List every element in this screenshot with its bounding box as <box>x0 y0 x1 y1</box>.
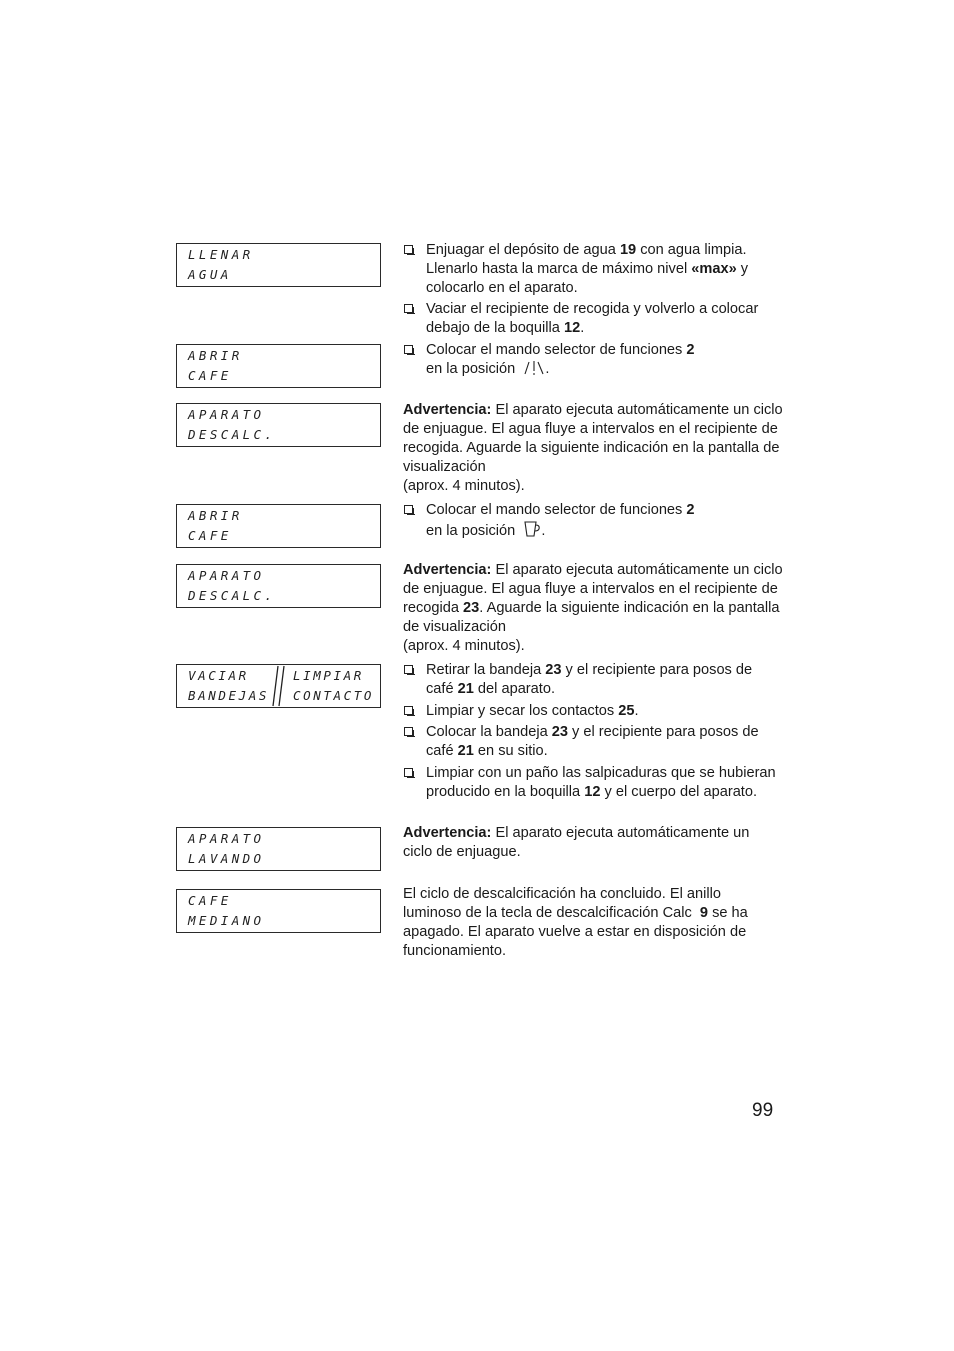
checkbox-bullet-icon <box>404 345 413 354</box>
display-aparato-descalc <box>176 403 381 447</box>
text: . <box>634 703 639 719</box>
part-number: 2 <box>686 502 695 518</box>
part-number: 12 <box>584 784 601 800</box>
display-line-2: DESCALC. <box>188 588 276 603</box>
text: y el recipiente para posos de café <box>426 662 753 697</box>
text: (aprox. 4 minutos). <box>403 638 525 654</box>
max-mark: «max» <box>691 261 737 277</box>
display-aparato-descalc-2 <box>176 564 381 608</box>
warning-rinse-2 <box>403 561 783 656</box>
display-left-segment <box>177 665 275 707</box>
checkbox-bullet-icon <box>404 768 413 777</box>
checkbox-bullet-icon <box>404 706 413 715</box>
display-line-1: APARATO <box>188 407 265 422</box>
text: Retirar la bandeja <box>426 662 546 678</box>
display-abrir-cafe <box>176 344 381 388</box>
display-right-segment <box>283 665 381 707</box>
text: con agua limpia. Llenarlo hasta la marca de máximo nivel <box>426 242 747 277</box>
text: del aparato. <box>473 681 556 697</box>
display-line-2: MEDIANO <box>188 913 265 928</box>
display-line-2: CONTACTO <box>293 688 375 703</box>
text: El aparato ejecuta automáticamente un ciclo de enjuague. El agua fluye a intervalos en el recipiente de recogida. Aguarde la siguiente indicación en la pantalla de visualización <box>403 402 783 475</box>
warning-label: Advertencia: <box>403 402 492 418</box>
instruction-clean-contacts <box>403 702 783 721</box>
instruction-remove-tray <box>403 661 783 699</box>
part-number: 12 <box>563 320 581 336</box>
text: . <box>541 523 546 539</box>
display-cafe-mediano <box>176 889 381 933</box>
display-abrir-cafe-2 <box>176 504 381 548</box>
display-line-1: APARATO <box>188 831 265 846</box>
part-number: 23 <box>545 662 562 678</box>
display-line-2: BANDEJAS <box>188 688 270 703</box>
display-line-1: APARATO <box>188 568 265 583</box>
display-line-1: LIMPIAR <box>293 668 364 683</box>
text: y el recipiente para posos de café <box>426 724 759 759</box>
display-aparato-lavando <box>176 827 381 871</box>
text: en la posición <box>426 523 516 539</box>
text: . <box>580 320 585 336</box>
display-llenar-agua <box>176 243 381 287</box>
text: Limpiar y secar los contactos <box>426 703 619 719</box>
text: El aparato ejecuta automáticamente un ciclo de enjuague. <box>403 825 750 860</box>
part-number: 2 <box>686 342 695 358</box>
display-line-1: LLENAR <box>188 247 254 262</box>
text: Enjuagar el depósito de agua <box>426 242 620 258</box>
text: . Aguarde la siguiente indicación en la pantalla de visualización <box>403 600 780 635</box>
text: El aparato ejecuta automáticamente un ciclo de enjuague. El agua fluye a intervalos en el recipiente de recogida <box>403 562 783 616</box>
part-number: 25 <box>618 703 635 719</box>
part-number: 23 <box>463 600 480 616</box>
instruction-selector-cup <box>403 501 783 541</box>
checkbox-bullet-icon <box>404 665 413 674</box>
text: Vaciar el recipiente de recogida y volverlo a colocar debajo de la boquilla <box>426 301 759 336</box>
instruction-fill-tank <box>403 241 783 298</box>
part-number: 9 <box>699 905 709 921</box>
display-line-2: AGUA <box>188 267 232 282</box>
checkbox-bullet-icon <box>404 245 413 254</box>
part-number: 23 <box>551 724 568 740</box>
warning-rinse-3 <box>403 824 763 862</box>
checkbox-bullet-icon <box>404 727 413 736</box>
text: . <box>545 361 550 377</box>
part-number: 19 <box>619 242 637 258</box>
descaling-complete-text <box>403 885 778 961</box>
text: y el cuerpo del aparato. <box>600 784 758 800</box>
display-line-1: CAFE <box>188 893 232 908</box>
instruction-clean-splashes <box>403 764 783 802</box>
checkbox-bullet-icon <box>404 505 413 514</box>
page-number: 99 <box>752 1100 774 1121</box>
text: y colocarlo en el aparato. <box>426 261 749 296</box>
warning-label: Advertencia: <box>403 562 492 578</box>
instruction-selector-position <box>403 341 783 379</box>
display-line-2: LAVANDO <box>188 851 265 866</box>
text: en su sitio. <box>473 743 548 759</box>
checkbox-bullet-icon <box>404 304 413 313</box>
coffee-cup-icon <box>523 520 541 538</box>
display-line-1: ABRIR <box>188 508 243 523</box>
display-line-2: DESCALC. <box>188 427 276 442</box>
text: Limpiar con un paño las salpicaduras que se hubieran producido en la boquilla <box>426 765 776 800</box>
warning-label: Advertencia: <box>403 825 492 841</box>
text: Colocar el mando selector de funciones <box>426 502 687 518</box>
instruction-replace-tray <box>403 723 783 761</box>
text: El ciclo de descalcificación ha concluido. El anillo luminoso de la tecla de descalcificación <box>403 886 721 921</box>
display-line-1: VACIAR <box>188 668 249 683</box>
text: (aprox. 4 minutos). <box>403 478 525 494</box>
instruction-empty-container <box>403 300 783 338</box>
display-line-2: CAFE <box>188 368 232 383</box>
warning-rinse-1 <box>403 401 783 496</box>
steam-nozzle-icon <box>523 360 545 376</box>
text: Colocar la bandeja <box>426 724 552 740</box>
display-line-1: ABRIR <box>188 348 243 363</box>
text: se ha apagado. El aparato vuelve a estar en disposición de funcionamiento. <box>403 905 748 959</box>
display-line-2: CAFE <box>188 528 232 543</box>
part-number: 21 <box>457 743 474 759</box>
calc-key-label: Calc <box>662 905 692 921</box>
display-vaciar-limpiar <box>176 664 381 708</box>
text: Colocar el mando selector de funciones <box>426 342 687 358</box>
text: en la posición <box>426 361 516 377</box>
part-number: 21 <box>457 681 474 697</box>
